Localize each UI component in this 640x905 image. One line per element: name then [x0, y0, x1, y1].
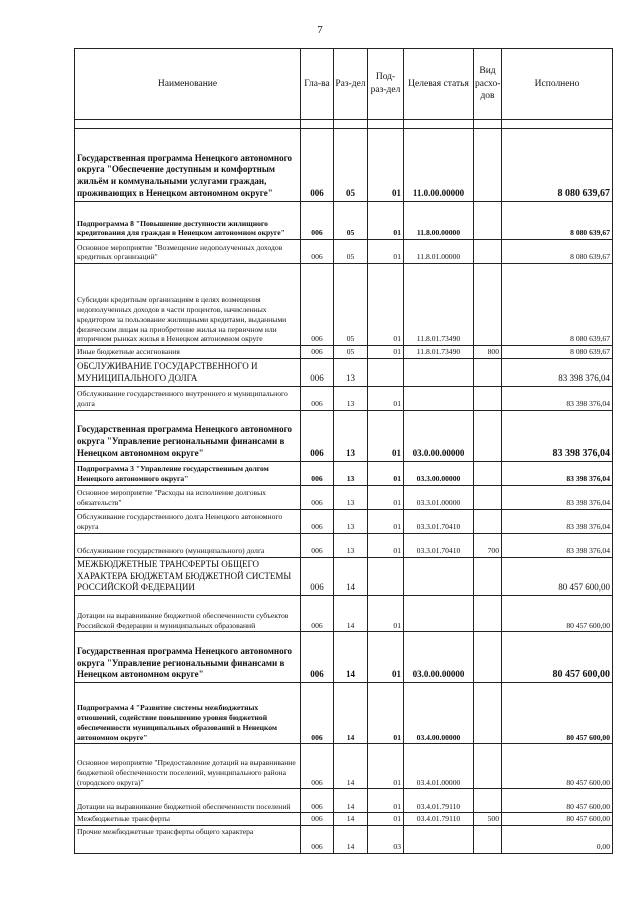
row-target: 03.3.00.00000	[404, 461, 474, 485]
row-amount: 80 457 600,00	[502, 813, 613, 826]
row-amount: 80 457 600,00	[502, 789, 613, 813]
row-target: 11.8.01.73490	[404, 346, 474, 359]
row-amount: 80 457 600,00	[502, 557, 613, 596]
row-target: 03.0.00.00000	[404, 632, 474, 683]
row-vid	[474, 683, 502, 744]
table-row	[75, 202, 613, 240]
row-name: Государственная программа Ненецкого автономного округа "Управление региональными финансами в Ненецком автономном округе"	[75, 632, 301, 683]
row-target: 03.4.01.79110	[404, 789, 474, 813]
row-amount: 8 080 639,67	[502, 202, 613, 240]
row-vid	[474, 485, 502, 509]
row-razdel: 05	[334, 240, 368, 264]
row-podrazdel: 01	[368, 789, 404, 813]
row-amount: 80 457 600,00	[502, 632, 613, 683]
row-glava: 006	[301, 461, 334, 485]
row-podrazdel: 01	[368, 240, 404, 264]
row-glava: 006	[301, 129, 334, 202]
spacer-cell	[404, 120, 474, 129]
row-target: 11.0.00.00000	[404, 129, 474, 202]
row-podrazdel: 01	[368, 461, 404, 485]
row-target	[404, 826, 474, 854]
row-amount: 8 080 639,67	[502, 240, 613, 264]
table-spacer-row	[75, 120, 613, 129]
spacer-cell	[368, 120, 404, 129]
row-razdel: 13	[334, 461, 368, 485]
row-name: Дотации на выравнивание бюджетной обеспеченности субъектов Российской Федерации и муниципальных образований	[75, 596, 301, 632]
row-glava: 006	[301, 240, 334, 264]
row-podrazdel: 01	[368, 533, 404, 557]
table-row	[75, 240, 613, 264]
row-podrazdel: 01	[368, 410, 404, 461]
row-amount: 8 080 639,67	[502, 346, 613, 359]
row-amount: 83 398 376,04	[502, 410, 613, 461]
row-amount: 83 398 376,04	[502, 509, 613, 533]
row-vid	[474, 461, 502, 485]
row-razdel: 14	[334, 632, 368, 683]
row-razdel: 14	[334, 744, 368, 789]
table-row	[75, 813, 613, 826]
spacer-cell	[301, 120, 334, 129]
row-name: Государственная программа Ненецкого автономного округа "Обеспечение доступным и комфортным жильём и коммунальными услугами граждан, проживающих в Ненецком автономном округе"	[75, 129, 301, 202]
row-amount: 80 457 600,00	[502, 596, 613, 632]
row-glava: 006	[301, 632, 334, 683]
table-row	[75, 596, 613, 632]
row-glava: 006	[301, 485, 334, 509]
header-razdel: Раз-дел	[334, 49, 368, 120]
row-razdel: 05	[334, 129, 368, 202]
row-amount: 83 398 376,04	[502, 386, 613, 410]
table-row	[75, 683, 613, 744]
table-row	[75, 346, 613, 359]
header-vid: Вид расхо-дов	[474, 49, 502, 120]
row-glava: 006	[301, 683, 334, 744]
row-podrazdel: 01	[368, 509, 404, 533]
row-vid	[474, 386, 502, 410]
row-name: Подпрограмма 8 "Повышение доступности жилищного кредитования для граждан в Ненецком автономном округе"	[75, 202, 301, 240]
row-name: Государственная программа Ненецкого автономного округа "Управление региональными финансами в Ненецком автономном округе"	[75, 410, 301, 461]
row-glava: 006	[301, 557, 334, 596]
row-vid	[474, 129, 502, 202]
table-row	[75, 789, 613, 813]
row-name: Обслуживание государственного внутреннего и муниципального долга	[75, 386, 301, 410]
row-razdel: 14	[334, 557, 368, 596]
row-podrazdel: 01	[368, 744, 404, 789]
row-glava: 006	[301, 264, 334, 346]
row-name: Подпрограмма 3 "Управление государственным долгом Ненецкого автономного округа"	[75, 461, 301, 485]
row-podrazdel: 01	[368, 386, 404, 410]
row-target	[404, 557, 474, 596]
row-name: Прочие межбюджетные трансферты общего характера	[75, 826, 301, 854]
row-glava: 006	[301, 744, 334, 789]
row-target: 03.3.01.70410	[404, 533, 474, 557]
row-razdel: 05	[334, 346, 368, 359]
table-row	[75, 461, 613, 485]
table-row	[75, 386, 613, 410]
row-glava: 006	[301, 509, 334, 533]
row-glava: 006	[301, 410, 334, 461]
row-name: Основное мероприятие "Предоставление дотаций на выравнивание бюджетной обеспеченности поселений, муниципального района (городского округа)"	[75, 744, 301, 789]
row-target	[404, 358, 474, 386]
row-target: 03.4.01.79110	[404, 813, 474, 826]
row-name: МЕЖБЮДЖЕТНЫЕ ТРАНСФЕРТЫ ОБЩЕГО ХАРАКТЕРА БЮДЖЕТАМ БЮДЖЕТНОЙ СИСТЕМЫ РОССИЙСКОЙ ФЕДЕРАЦИИ	[75, 557, 301, 596]
row-razdel: 14	[334, 789, 368, 813]
row-vid	[474, 264, 502, 346]
row-vid	[474, 632, 502, 683]
table-row	[75, 264, 613, 346]
row-amount: 8 080 639,67	[502, 129, 613, 202]
row-name: Основное мероприятие "Возмещение недополученных доходов кредитных организаций"	[75, 240, 301, 264]
row-target	[404, 386, 474, 410]
row-razdel: 13	[334, 386, 368, 410]
row-target: 11.8.00.00000	[404, 202, 474, 240]
row-vid	[474, 557, 502, 596]
row-target: 03.3.01.70410	[404, 509, 474, 533]
row-glava: 006	[301, 346, 334, 359]
row-podrazdel: 01	[368, 813, 404, 826]
row-target: 03.4.00.00000	[404, 683, 474, 744]
row-glava: 006	[301, 826, 334, 854]
row-amount: 83 398 376,04	[502, 461, 613, 485]
row-podrazdel	[368, 358, 404, 386]
header-name: Наименование	[75, 49, 301, 120]
row-vid	[474, 509, 502, 533]
row-podrazdel: 01	[368, 485, 404, 509]
page-number: 7	[317, 24, 323, 36]
row-glava: 006	[301, 533, 334, 557]
row-podrazdel: 01	[368, 129, 404, 202]
spacer-cell	[474, 120, 502, 129]
row-name: Межбюджетные трансферты	[75, 813, 301, 826]
row-vid: 700	[474, 533, 502, 557]
row-glava: 006	[301, 202, 334, 240]
row-glava: 006	[301, 789, 334, 813]
row-vid	[474, 744, 502, 789]
row-amount: 0,00	[502, 826, 613, 854]
spacer-cell	[334, 120, 368, 129]
row-podrazdel: 01	[368, 683, 404, 744]
table-row	[75, 744, 613, 789]
row-podrazdel	[368, 557, 404, 596]
row-podrazdel: 01	[368, 596, 404, 632]
row-name: Подпрограмма 4 "Развитие системы межбюджетных отношений, содействие повышению уровня бюджетной обеспеченности муниципальных образований в Ненецком автономном округе"	[75, 683, 301, 744]
table-row	[75, 826, 613, 854]
row-razdel: 05	[334, 264, 368, 346]
row-vid: 800	[474, 346, 502, 359]
expenditure-table	[74, 48, 613, 854]
row-glava: 006	[301, 813, 334, 826]
row-amount: 83 398 376,04	[502, 485, 613, 509]
row-vid	[474, 826, 502, 854]
row-target: 11.8.01.00000	[404, 240, 474, 264]
row-amount: 83 398 376,04	[502, 533, 613, 557]
row-target	[404, 596, 474, 632]
row-amount: 80 457 600,00	[502, 744, 613, 789]
row-vid	[474, 202, 502, 240]
header-target: Целевая статья	[404, 49, 474, 120]
table-row	[75, 485, 613, 509]
spacer-cell	[75, 120, 301, 129]
row-amount: 83 398 376,04	[502, 358, 613, 386]
row-razdel: 13	[334, 509, 368, 533]
row-razdel: 14	[334, 596, 368, 632]
row-vid	[474, 410, 502, 461]
row-name: ОБСЛУЖИВАНИЕ ГОСУДАРСТВЕННОГО И МУНИЦИПАЛЬНОГО ДОЛГА	[75, 358, 301, 386]
row-vid	[474, 596, 502, 632]
row-podrazdel: 01	[368, 264, 404, 346]
row-target: 11.8.01.73490	[404, 264, 474, 346]
row-glava: 006	[301, 386, 334, 410]
row-razdel: 14	[334, 826, 368, 854]
row-target: 03.0.00.00000	[404, 410, 474, 461]
row-podrazdel: 01	[368, 202, 404, 240]
table-row	[75, 533, 613, 557]
table-row	[75, 129, 613, 202]
row-razdel: 13	[334, 533, 368, 557]
row-amount: 8 080 639,67	[502, 264, 613, 346]
table-row	[75, 509, 613, 533]
row-name: Субсидии кредитным организациям в целях возмещения недополученных доходов в части процентов, начисленных кредитором за пользование жилищными кредитами, выданными физическим лицам на приобретение жилья на первичном или вторичном рынках жилья в Ненецком автономном округе	[75, 264, 301, 346]
table-row	[75, 632, 613, 683]
row-name: Основное мероприятие "Расходы на исполнение долговых обязательств"	[75, 485, 301, 509]
row-name: Обслуживание государственного долга Ненецкого автономного округа	[75, 509, 301, 533]
table-row	[75, 358, 613, 386]
row-vid	[474, 358, 502, 386]
row-podrazdel: 03	[368, 826, 404, 854]
row-razdel: 14	[334, 683, 368, 744]
row-glava: 006	[301, 358, 334, 386]
header-glava: Гла-ва	[301, 49, 334, 120]
row-razdel: 13	[334, 485, 368, 509]
row-vid	[474, 789, 502, 813]
row-amount: 80 457 600,00	[502, 683, 613, 744]
row-razdel: 14	[334, 813, 368, 826]
row-vid: 500	[474, 813, 502, 826]
row-razdel: 13	[334, 358, 368, 386]
row-name: Иные бюджетные ассигнования	[75, 346, 301, 359]
row-glava: 006	[301, 596, 334, 632]
row-vid	[474, 240, 502, 264]
row-target: 03.3.01.00000	[404, 485, 474, 509]
row-target: 03.4.01.00000	[404, 744, 474, 789]
row-name: Обслуживание государственного (муниципального) долга	[75, 533, 301, 557]
header-done: Исполнено	[502, 49, 613, 120]
table-row	[75, 557, 613, 596]
table-row	[75, 410, 613, 461]
spacer-cell	[502, 120, 613, 129]
header-podrazdel: Под-раз-дел	[368, 49, 404, 120]
row-podrazdel: 01	[368, 632, 404, 683]
row-razdel: 05	[334, 202, 368, 240]
row-razdel: 13	[334, 410, 368, 461]
row-name: Дотации на выравнивание бюджетной обеспеченности поселений	[75, 789, 301, 813]
table-header-row	[75, 49, 613, 120]
row-podrazdel: 01	[368, 346, 404, 359]
